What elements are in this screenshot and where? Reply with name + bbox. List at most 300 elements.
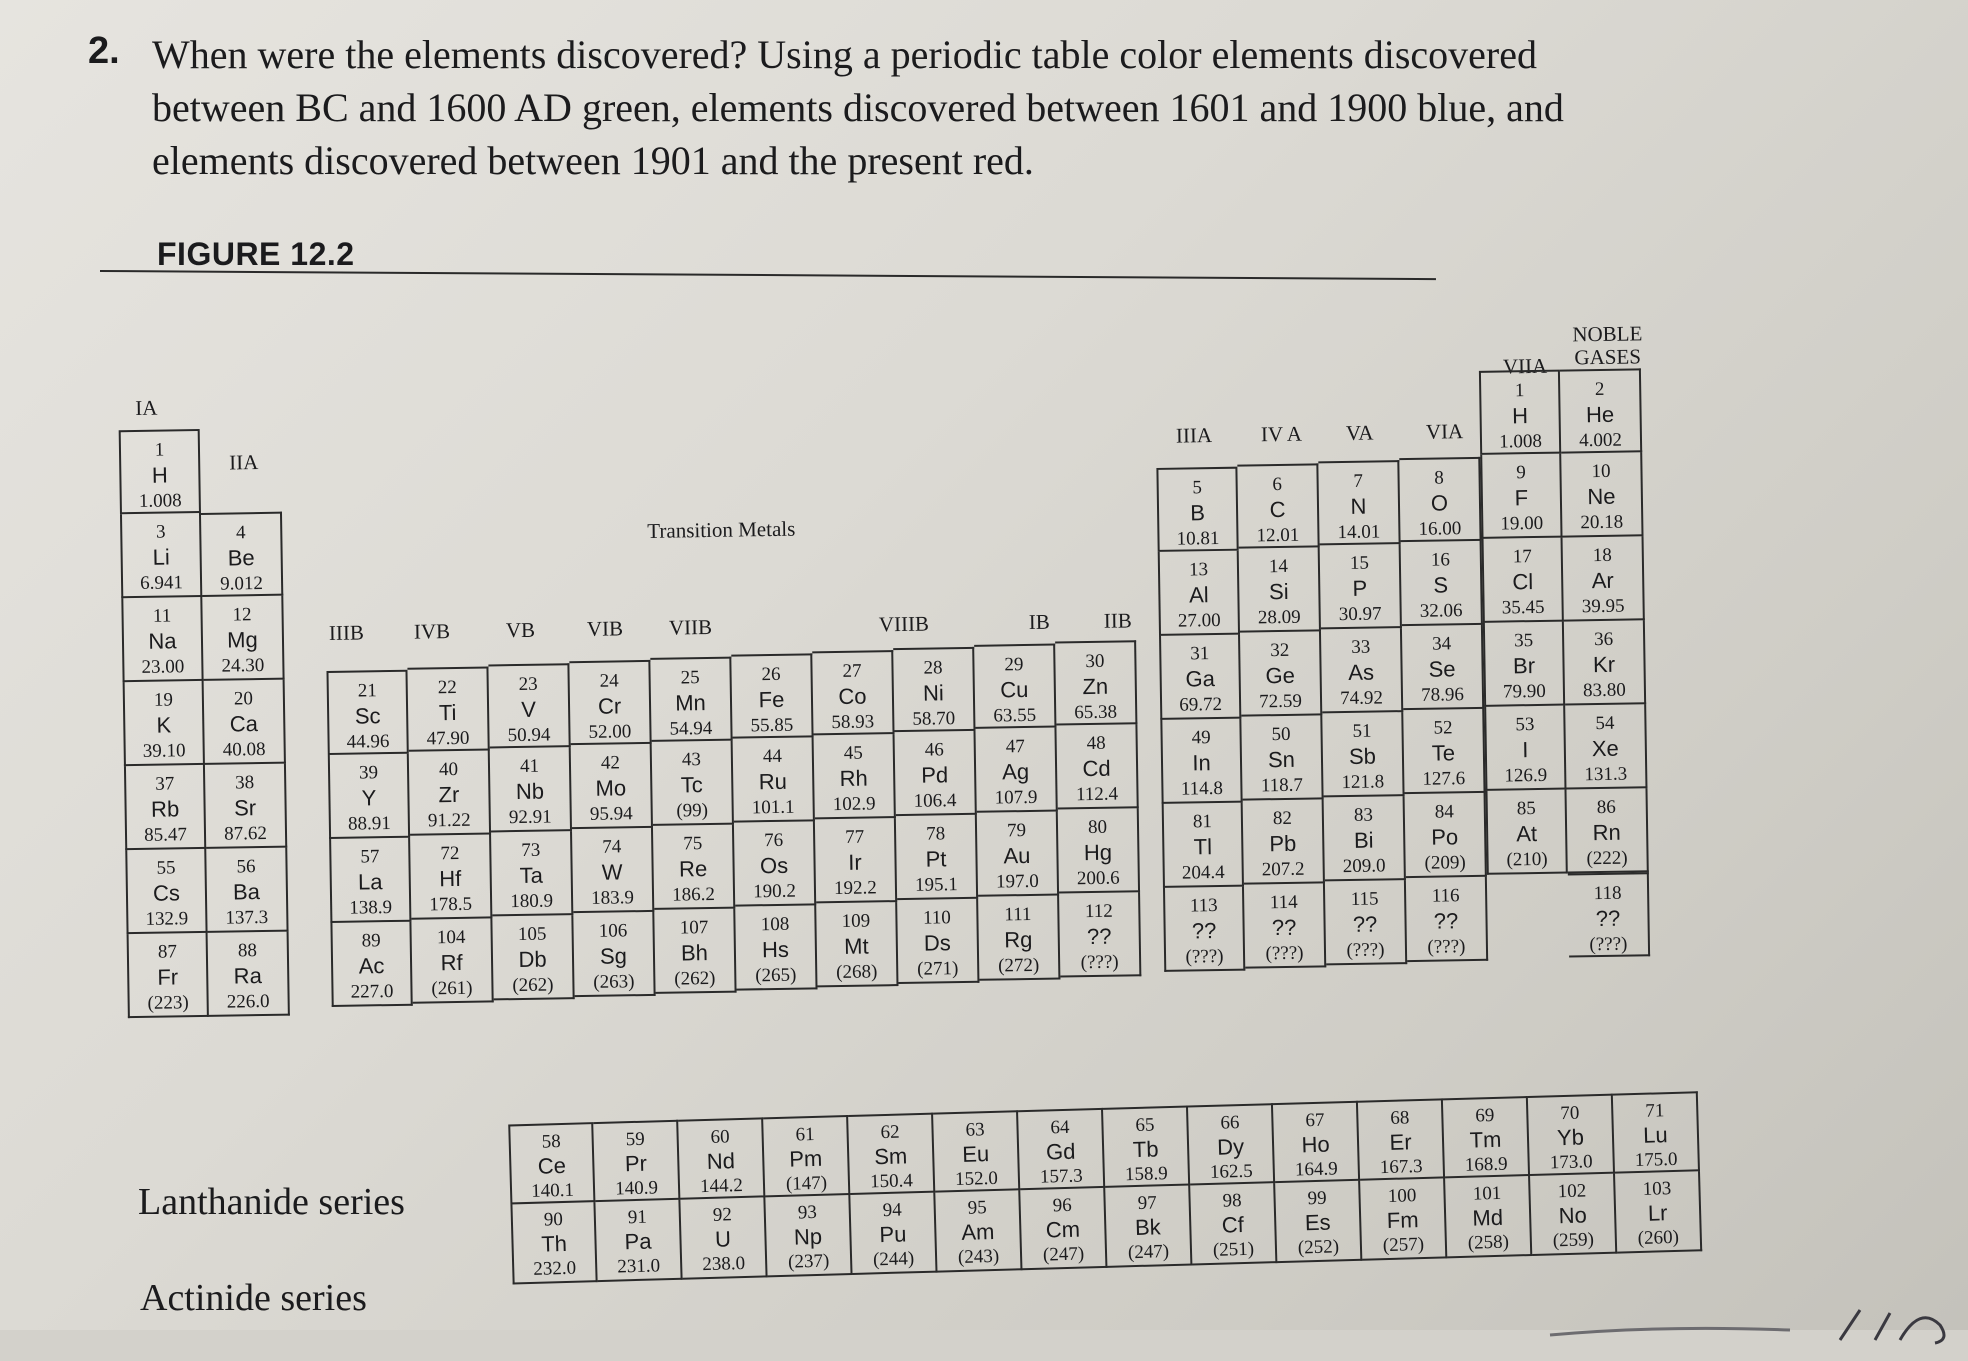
atomic-mass: 35.45 [1501,596,1545,619]
atomic-mass: 168.9 [1464,1153,1508,1176]
element-symbol: B [1190,500,1206,526]
atomic-number: 54 [1595,712,1615,735]
atomic-number: 109 [841,910,871,932]
group-header-ia: IA [135,395,158,420]
atomic-number: 3 [155,521,166,543]
element-symbol: Br [1512,653,1536,679]
atomic-mass: 30.97 [1338,603,1382,626]
element-symbol: Pt [925,846,947,872]
element-symbol: F [1514,485,1529,511]
actinide-cell [1615,1171,1702,1253]
element-symbol: Lu [1642,1122,1669,1148]
element-symbol: Ta [519,862,544,888]
atomic-number: 88 [237,940,258,962]
element-symbol: Si [1268,578,1289,605]
actinide-cell [680,1197,767,1279]
atomic-mass: (210) [1506,848,1548,871]
atomic-number: 12 [232,604,252,626]
atomic-number: 61 [795,1123,815,1146]
atomic-number: 25 [680,667,700,689]
atomic-mass: (???) [1589,933,1628,956]
element-symbol: Pm [788,1145,823,1172]
atomic-mass: (223) [147,992,189,1014]
atomic-number: 85 [1516,798,1536,820]
element-symbol: Dy [1216,1133,1245,1160]
element-symbol: Fr [157,964,179,990]
element-symbol: W [601,859,623,885]
element-symbol: Cf [1221,1212,1245,1238]
atomic-number: 26 [761,663,781,686]
element-symbol: Se [1428,656,1456,682]
element-symbol: Ho [1301,1131,1330,1158]
atomic-mass: (244) [872,1248,915,1271]
group-header-iib: IIB [1103,608,1132,633]
element-symbol: Bh [680,940,709,966]
atomic-number: 34 [1432,633,1452,655]
atomic-number: 72 [440,842,460,865]
atomic-number: 95 [967,1197,988,1219]
actinide-cell [935,1190,1022,1272]
group-header-iva: IV A [1260,421,1303,447]
element-symbol: Rh [839,765,868,791]
atomic-mass: 50.94 [507,724,551,747]
element-symbol: Tc [680,772,704,798]
atomic-mass: 131.3 [1584,763,1628,786]
lanthanide-cell [593,1120,680,1202]
actinide-cell [850,1193,937,1275]
atomic-number: 97 [1137,1192,1157,1214]
atomic-number: 14 [1268,555,1289,578]
atomic-number: 83 [1353,804,1374,826]
atomic-mass: (261) [431,977,473,1000]
atomic-number: 68 [1390,1107,1410,1129]
element-symbol: U [714,1226,732,1252]
atomic-number: 114 [1269,891,1298,914]
element-symbol: Ds [923,930,951,956]
element-symbol: Rg [1004,926,1033,953]
element-symbol: Ar [1591,567,1614,594]
element-symbol: Pr [624,1150,648,1177]
atomic-mass: 74.92 [1339,687,1384,710]
element-symbol: Sc [354,703,381,729]
atomic-number: 57 [360,846,380,868]
lanthanide-cell [1358,1098,1445,1180]
atomic-number: 58 [541,1131,562,1153]
atomic-mass: 27.00 [1177,609,1221,632]
element-symbol: Au [1003,842,1031,869]
element-symbol: Ni [922,680,944,706]
atomic-mass: 87.62 [223,822,268,845]
atomic-mass: (271) [916,958,959,980]
element-symbol: Hf [439,865,462,892]
element-symbol: Tb [1132,1136,1159,1163]
atomic-number: 55 [156,857,176,879]
atomic-number: 27 [842,660,862,682]
atomic-number: 96 [1052,1194,1072,1217]
atomic-number: 51 [1352,720,1372,742]
atomic-mass: (???) [1265,942,1304,965]
element-symbol: Bi [1353,827,1374,853]
lanthanide-cell [1443,1096,1530,1178]
group-header-via: VIA [1425,419,1464,444]
atomic-number: 102 [1557,1180,1587,1203]
atomic-mass: 226.0 [226,990,270,1013]
atomic-mass: (259) [1552,1229,1595,1252]
atomic-mass: (???) [1080,951,1119,974]
atomic-mass: 16.00 [1418,518,1462,540]
atomic-number: 87 [157,941,178,963]
atomic-number: 56 [236,856,256,878]
element-symbol: No [1558,1202,1588,1229]
atomic-number: 28 [923,657,943,679]
atomic-mass: 24.30 [221,654,265,677]
atomic-mass: 195.1 [914,874,958,896]
element-symbol: N [1350,493,1367,519]
atomic-mass: (209) [1424,852,1466,874]
atomic-number: 75 [683,833,703,855]
element-symbol: Mt [843,933,869,959]
element-symbol: Md [1472,1204,1504,1231]
atomic-number: 65 [1135,1114,1155,1136]
element-symbol: Pd [921,762,949,788]
atomic-mass: (243) [957,1245,1000,1268]
element-symbol: Rf [440,949,463,976]
element-symbol: Rb [150,796,180,822]
element-symbol: K [156,712,172,738]
atomic-number: 113 [1189,895,1218,917]
atomic-mass: (???) [1346,939,1385,962]
atomic-mass: 231.0 [617,1255,661,1278]
atomic-mass: 72.59 [1259,690,1303,713]
element-symbol: Rn [1592,819,1621,846]
atomic-mass: 44.96 [346,731,390,753]
atomic-number: 24 [599,670,619,692]
element-symbol: P [1352,575,1368,601]
atomic-mass: (260) [1637,1226,1680,1250]
atomic-mass: (258) [1467,1231,1510,1254]
atomic-number: 44 [762,745,783,768]
actinide-cell [1360,1178,1447,1260]
element-symbol: V [521,696,537,722]
element-symbol: Ag [1001,758,1030,785]
atomic-number: 46 [924,739,944,761]
element-symbol: Er [1389,1129,1412,1155]
element-symbol: Pb [1269,830,1297,857]
actinide-cell [1190,1183,1277,1265]
element-symbol: Po [1431,824,1459,850]
atomic-mass: 6.941 [140,572,184,594]
atomic-number: 106 [598,920,628,942]
atomic-number: 18 [1592,544,1612,567]
atomic-number: 86 [1596,796,1616,819]
element-symbol: Pu [879,1221,907,1248]
atomic-mass: 200.6 [1076,867,1120,890]
element-symbol: Ge [1265,662,1296,689]
element-symbol: Ru [758,768,788,795]
actinide-cell [595,1200,682,1282]
element-symbol: Cm [1045,1216,1081,1243]
atomic-mass: 95.94 [589,803,633,825]
element-symbol: Np [793,1223,823,1250]
atomic-mass: 144.2 [699,1174,744,1198]
element-symbol: I [1522,737,1529,763]
atomic-number: 52 [1433,717,1453,739]
atomic-number: 11 [152,605,172,627]
atomic-mass: 58.70 [912,708,956,730]
pen-scribble [1540,1285,1960,1345]
atomic-number: 17 [1512,546,1532,568]
lanthanide-cell [1613,1091,1700,1173]
element-symbol: Ca [229,711,259,737]
element-symbol: Pa [624,1228,652,1255]
element-symbol: O [1430,490,1449,516]
atomic-mass: 132.9 [145,908,189,930]
atomic-mass: 190.2 [752,880,797,903]
group-header-va: VA [1345,420,1374,445]
atomic-number: 40 [438,758,459,781]
element-symbol: Be [227,545,255,571]
atomic-number: 92 [712,1204,733,1226]
lanthanide-series-label: Lanthanide series [138,1181,405,1223]
actinide-cell [1020,1188,1107,1270]
atomic-mass: 40.08 [222,738,266,761]
atomic-number: 62 [880,1121,900,1144]
element-symbol: Fe [758,686,785,713]
atomic-number: 84 [1434,801,1454,823]
atomic-number: 48 [1086,732,1106,755]
atomic-mass: 232.0 [533,1257,577,1280]
atomic-number: 32 [1270,639,1290,662]
atomic-number: 107 [679,917,709,939]
atomic-mass: 19.00 [1500,512,1544,535]
transition-metals-label: Transition Metals [647,516,796,543]
group-header-iia: IIA [228,450,259,475]
atomic-number: 103 [1642,1178,1672,1200]
element-symbol: Kr [1592,651,1616,678]
lanthanide-cell [763,1115,850,1197]
element-symbol: Xe [1591,735,1619,762]
atomic-mass: 54.94 [669,717,713,740]
atomic-number: 108 [760,913,790,936]
atomic-number: 1 [1514,380,1525,402]
atomic-mass: 92.91 [508,806,552,829]
actinide-cell [1275,1181,1362,1263]
atomic-number: 21 [357,680,377,702]
atomic-number: 38 [235,772,255,794]
atomic-mass: 158.9 [1124,1163,1169,1186]
element-symbol: In [1192,750,1211,776]
element-symbol: Co [838,683,867,709]
lanthanide-cell [1188,1103,1275,1185]
atomic-mass: 183.9 [591,887,635,909]
atomic-mass: 88.91 [347,813,391,835]
element-symbol: ?? [1433,908,1459,934]
atomic-mass: 178.5 [429,893,473,916]
element-symbol: H [1511,403,1529,429]
atomic-mass: 58.93 [831,711,875,734]
atomic-number: 47 [1005,736,1025,758]
element-symbol: Eu [961,1141,990,1167]
actinide-series-label: Actinide series [140,1277,367,1319]
atomic-number: 19 [153,689,174,711]
element-symbol: Mo [595,775,627,801]
atomic-number: 76 [764,829,784,852]
lanthanide-cell [678,1117,765,1199]
atomic-number: 89 [361,930,381,952]
element-symbol: Yb [1556,1124,1585,1151]
group-header-noble-gases: NOBLE GASES [1572,321,1643,370]
atomic-mass: (265) [755,964,797,987]
atomic-mass: (257) [1382,1233,1425,1257]
atomic-mass: (237) [787,1250,830,1273]
atomic-number: 31 [1190,643,1210,665]
element-symbol: Ac [358,953,385,979]
element-symbol: Gd [1045,1138,1076,1165]
group-header-iiia: IIIA [1175,423,1213,448]
element-symbol: Cu [1000,676,1029,703]
element-symbol: Ra [233,963,263,989]
atomic-number: 100 [1387,1185,1417,1207]
atomic-number: 9 [1516,462,1526,484]
atomic-number: 91 [627,1206,648,1229]
element-symbol: Ce [537,1152,567,1179]
element-symbol: Tl [1193,834,1213,860]
atomic-mass: 162.5 [1209,1160,1253,1183]
element-symbol: Db [518,946,547,973]
atomic-number: 53 [1515,714,1535,736]
atomic-number: 10 [1591,460,1611,483]
lanthanide-cell [1273,1101,1360,1183]
element-symbol: Sg [599,943,628,969]
element-symbol: Lr [1647,1200,1668,1226]
atomic-number: 110 [922,907,951,929]
atomic-number: 90 [543,1209,564,1231]
group-header-vib: VIB [586,616,624,641]
element-symbol: Re [678,856,708,882]
atomic-mass: 63.55 [993,704,1037,727]
atomic-mass: (272) [997,954,1040,977]
atomic-number: 23 [518,673,538,695]
atomic-number: 39 [358,762,379,784]
atomic-mass: 157.3 [1039,1165,1084,1188]
element-symbol: As [1348,659,1375,685]
lanthanide-cell [1018,1108,1105,1190]
element-symbol: ?? [1595,905,1621,932]
atomic-mass: (147) [785,1172,828,1195]
atomic-number: 16 [1430,549,1451,571]
atomic-number: 115 [1350,888,1379,910]
figure-label: FIGURE 12.2 [157,236,355,272]
element-symbol: Ne [1587,483,1616,510]
element-symbol: Ti [438,699,457,726]
actinide-cell [1530,1174,1617,1256]
element-symbol: Sn [1267,746,1296,773]
element-symbol: Cd [1082,755,1111,782]
atomic-number: 74 [602,836,622,858]
atomic-mass: 106.4 [913,790,957,812]
atomic-mass: 150.4 [869,1170,914,1193]
element-symbol: He [1585,401,1615,428]
element-symbol: S [1433,572,1449,598]
atomic-number: 93 [797,1201,818,1224]
atomic-mass: 9.012 [220,572,264,595]
atomic-mass: 112.4 [1075,783,1119,806]
element-symbol: C [1269,496,1286,523]
element-symbol: Hs [761,936,790,963]
atomic-mass: 140.1 [530,1179,575,1202]
atomic-mass: 20.18 [1580,511,1624,534]
element-symbol: H [151,462,169,488]
element-symbol: ?? [1271,914,1297,941]
atomic-number: 2 [1594,378,1605,401]
lanthanide-cell [1528,1094,1615,1176]
element-symbol: ?? [1352,911,1378,937]
atomic-mass: (262) [512,974,554,997]
atomic-mass: 69.72 [1179,693,1223,716]
atomic-number: 66 [1220,1112,1240,1134]
atomic-number: 45 [843,742,863,764]
element-symbol: Nd [706,1148,736,1174]
atomic-mass: 152.0 [954,1167,999,1191]
atomic-mass: (222) [1586,847,1628,870]
actinide-cell [765,1195,852,1277]
atomic-number: 73 [521,839,541,861]
element-symbol: Sr [233,795,257,821]
group-header-ivb: IVB [413,619,451,644]
atomic-mass: (247) [1127,1241,1170,1264]
atomic-number: 67 [1305,1109,1325,1132]
element-symbol: Al [1188,582,1209,608]
atomic-mass: 83.80 [1582,679,1626,702]
element-symbol: Mn [675,690,706,716]
atomic-mass: (251) [1212,1238,1255,1261]
atomic-number: 30 [1085,650,1105,673]
actinide-cell [510,1202,597,1284]
atomic-mass: 102.9 [832,793,876,816]
element-symbol: At [1516,821,1538,847]
element-symbol: Cs [152,880,181,906]
atomic-mass: 47.90 [426,727,470,750]
atomic-mass: (???) [1185,945,1224,968]
atomic-number: 99 [1307,1187,1327,1210]
atomic-number: 94 [882,1199,903,1222]
atomic-number: 35 [1513,630,1534,652]
element-symbol: Cl [1512,569,1534,595]
atomic-mass: 65.38 [1074,701,1118,724]
atomic-mass: 23.00 [141,656,185,678]
atomic-mass: 91.22 [427,809,471,832]
element-symbol: Zr [438,781,460,808]
atomic-mass: (268) [836,961,878,984]
atomic-number: 13 [1188,559,1209,581]
atomic-mass: (252) [1297,1236,1340,1259]
atomic-mass: 10.81 [1176,527,1220,550]
atomic-mass: 39.10 [142,740,186,762]
atomic-mass: 180.9 [510,890,554,913]
atomic-number: 111 [1004,903,1032,926]
atomic-mass: 52.00 [588,721,632,743]
atomic-mass: 127.6 [1422,768,1466,790]
element-symbol: Cr [597,693,622,719]
atomic-mass: 55.85 [750,714,794,737]
atomic-mass: 209.0 [1342,855,1386,878]
atomic-mass: 101.1 [751,796,795,819]
atomic-mass: 12.01 [1256,524,1300,547]
atomic-number: 98 [1222,1190,1242,1212]
atomic-number: 101 [1472,1182,1502,1205]
element-symbol: Hg [1083,839,1113,866]
element-symbol: Ba [232,879,261,905]
